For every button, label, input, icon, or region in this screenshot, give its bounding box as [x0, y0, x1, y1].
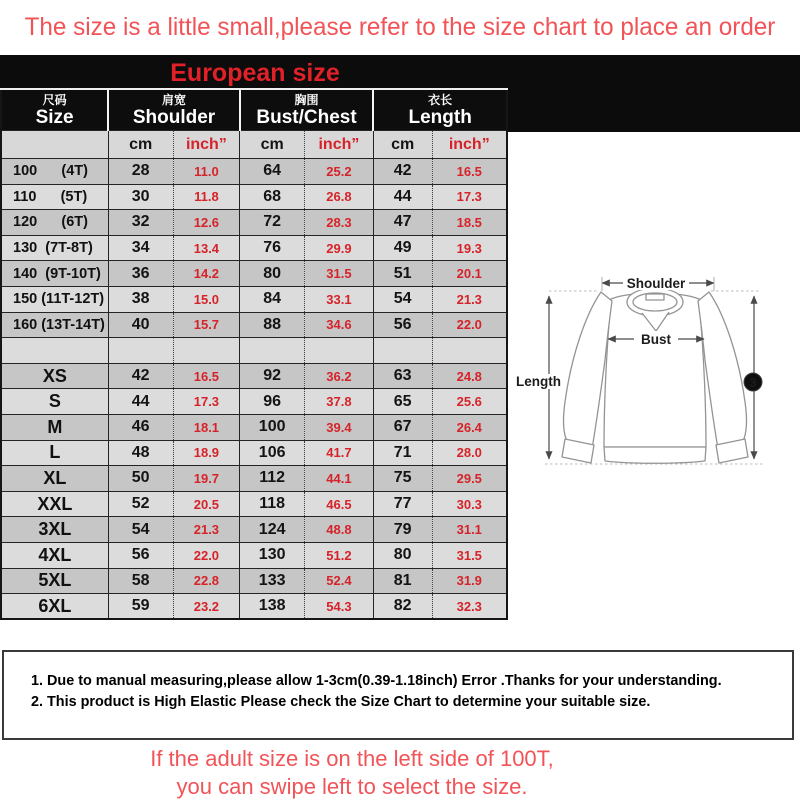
page-number-badge-label: 3 [749, 376, 757, 390]
cm-value: 80 [240, 261, 305, 287]
size-label: L [49, 442, 61, 463]
european-size-label: European size [170, 59, 340, 87]
inch-value: 17.3 [173, 389, 240, 415]
size-table-body [1, 159, 507, 620]
inch-value: 13.4 [173, 235, 240, 261]
inch-value: 34.6 [305, 312, 374, 338]
size-label: 4XL [38, 544, 72, 565]
inch-value: 15.7 [173, 312, 240, 338]
note-line-2: 2. This product is High Elastic Please check the Size Chart to determine your suitable size. [31, 693, 651, 710]
cm-value: 44 [373, 184, 432, 210]
size-row [1, 568, 507, 594]
inch-value: 41.7 [305, 440, 374, 466]
inch-value: 17.3 [432, 184, 507, 210]
inch-value [305, 338, 374, 364]
header-shoulder-en: Shoulder [132, 106, 216, 128]
size-row [1, 594, 507, 620]
inch-value: 31.1 [432, 517, 507, 543]
size-row [1, 261, 507, 287]
unit-header-row [1, 131, 507, 159]
diagram-length-label: Length [516, 374, 561, 389]
cm-value: 47 [373, 210, 432, 236]
inch-value: 21.3 [432, 286, 507, 312]
inch-value: 31.9 [432, 568, 507, 594]
inch-value: 20.1 [432, 261, 507, 287]
cm-value: 42 [108, 363, 173, 389]
cm-value: 52 [108, 491, 173, 517]
size-label [1, 338, 108, 364]
unit-inch-label: inch” [305, 131, 374, 159]
size-label: XXL [37, 493, 73, 514]
cm-value: 40 [108, 312, 173, 338]
inch-value [432, 338, 507, 364]
inch-value: 24.8 [432, 363, 507, 389]
cm-value: 36 [108, 261, 173, 287]
inch-value: 52.4 [305, 568, 374, 594]
cm-value: 72 [240, 210, 305, 236]
size-label: XL [43, 467, 67, 488]
footer-line-2: you can swipe left to select the size. [176, 774, 528, 799]
header-length [373, 90, 507, 131]
size-row-empty [1, 338, 507, 364]
sweatshirt-diagram [515, 250, 800, 485]
inch-value: 11.8 [173, 184, 240, 210]
header-bust-zh: 胸围 [294, 92, 319, 107]
unit-cm-label: cm [240, 131, 305, 159]
size-row [1, 363, 507, 389]
cm-value [240, 338, 305, 364]
cm-value: 80 [373, 542, 432, 568]
header-size-en: Size [35, 106, 74, 128]
cm-value: 71 [373, 440, 432, 466]
unit-inch-label: inch” [432, 131, 507, 159]
cm-value: 44 [108, 389, 173, 415]
size-row [1, 235, 507, 261]
size-label: 110 (5T) [13, 188, 88, 205]
inch-value: 29.9 [305, 235, 374, 261]
cm-value: 51 [373, 261, 432, 287]
cm-value: 118 [240, 491, 305, 517]
size-row [1, 184, 507, 210]
cm-value: 138 [240, 594, 305, 620]
inch-value: 39.4 [305, 414, 374, 440]
size-label: 100 (4T) [13, 163, 88, 180]
cm-value: 68 [240, 184, 305, 210]
inch-value: 11.0 [173, 159, 240, 185]
table-header-row [1, 90, 507, 131]
size-table [0, 90, 508, 620]
size-row [1, 491, 507, 517]
size-row [1, 286, 507, 312]
inch-value: 44.1 [305, 466, 374, 492]
cm-value: 79 [373, 517, 432, 543]
size-row [1, 440, 507, 466]
inch-value: 32.3 [432, 594, 507, 620]
header-bust [240, 90, 374, 131]
cm-value: 100 [240, 414, 305, 440]
unit-inch-label: inch” [173, 131, 240, 159]
header-size [1, 90, 108, 131]
size-row [1, 542, 507, 568]
inch-value: 31.5 [432, 542, 507, 568]
inch-value: 22.8 [173, 568, 240, 594]
header-shoulder-zh: 肩宽 [162, 92, 187, 107]
inch-value: 36.2 [305, 363, 374, 389]
inch-value: 25.2 [305, 159, 374, 185]
size-label: 160 (13T-14T) [13, 316, 105, 333]
inch-value: 12.6 [173, 210, 240, 236]
cm-value: 48 [108, 440, 173, 466]
inch-value: 29.5 [432, 466, 507, 492]
cm-value: 64 [240, 159, 305, 185]
cm-value: 96 [240, 389, 305, 415]
inch-value: 54.3 [305, 594, 374, 620]
inch-value: 28.0 [432, 440, 507, 466]
cm-value: 38 [108, 286, 173, 312]
cm-value: 82 [373, 594, 432, 620]
size-row [1, 210, 507, 236]
cm-value: 65 [373, 389, 432, 415]
cm-value: 28 [108, 159, 173, 185]
size-label: 130 (7T-8T) [13, 240, 93, 257]
header-length-zh: 衣长 [428, 92, 453, 107]
cm-value: 124 [240, 517, 305, 543]
cm-value [373, 338, 432, 364]
cm-value: 30 [108, 184, 173, 210]
inch-value [173, 338, 240, 364]
size-label: 140 (9T-10T) [13, 265, 101, 282]
inch-value: 28.3 [305, 210, 374, 236]
diagram-shoulder-label: Shoulder [626, 276, 686, 291]
unit-blank-cell [1, 131, 108, 159]
inch-value: 16.5 [432, 159, 507, 185]
header-shoulder [108, 90, 240, 131]
size-label: XS [42, 365, 67, 386]
cm-value: 63 [373, 363, 432, 389]
inch-value: 19.3 [432, 235, 507, 261]
size-label: 5XL [38, 570, 72, 591]
cm-value: 34 [108, 235, 173, 261]
footer-note [0, 745, 704, 800]
size-label: 3XL [38, 519, 72, 540]
size-row [1, 159, 507, 185]
cm-value: 133 [240, 568, 305, 594]
size-label: S [48, 391, 61, 412]
cm-value: 76 [240, 235, 305, 261]
cm-value: 84 [240, 286, 305, 312]
cm-value: 81 [373, 568, 432, 594]
size-row [1, 466, 507, 492]
cm-value: 67 [373, 414, 432, 440]
cm-value: 92 [240, 363, 305, 389]
cm-value: 46 [108, 414, 173, 440]
inch-value: 30.3 [432, 491, 507, 517]
cm-value: 32 [108, 210, 173, 236]
inch-value: 46.5 [305, 491, 374, 517]
cm-value: 77 [373, 491, 432, 517]
size-label: M [47, 416, 63, 437]
cm-value: 56 [108, 542, 173, 568]
cm-value: 75 [373, 466, 432, 492]
inch-value: 51.2 [305, 542, 374, 568]
inch-value: 22.0 [173, 542, 240, 568]
size-row [1, 389, 507, 415]
cm-value: 58 [108, 568, 173, 594]
notes-box [2, 650, 794, 740]
inch-value: 15.0 [173, 286, 240, 312]
inch-value: 22.0 [432, 312, 507, 338]
unit-cm-label: cm [108, 131, 173, 159]
cm-value: 50 [108, 466, 173, 492]
size-row [1, 414, 507, 440]
note-line-1: 1. Due to manual measuring,please allow 1-3cm(0.39-1.18inch) Error .Thanks for your understanding. [31, 672, 722, 689]
cm-value: 49 [373, 235, 432, 261]
page-title: The size is a little small,please refer to the size chart to place an order [24, 13, 776, 41]
inch-value: 20.5 [173, 491, 240, 517]
cm-value: 112 [240, 466, 305, 492]
header-bust-en: Bust/Chest [256, 106, 357, 128]
inch-value: 31.5 [305, 261, 374, 287]
inch-value: 48.8 [305, 517, 374, 543]
inch-value: 37.8 [305, 389, 374, 415]
cm-value: 56 [373, 312, 432, 338]
collar-tag [646, 294, 664, 300]
inch-value: 33.1 [305, 286, 374, 312]
inch-value: 18.1 [173, 414, 240, 440]
cm-value: 130 [240, 542, 305, 568]
unit-cm-label: cm [373, 131, 432, 159]
cm-value [108, 338, 173, 364]
size-label: 6XL [38, 595, 72, 616]
cm-value: 59 [108, 594, 173, 620]
cm-value: 88 [240, 312, 305, 338]
footer-line-1: If the adult size is on the left side of 100T, [150, 746, 554, 771]
size-row [1, 517, 507, 543]
inch-value: 21.3 [173, 517, 240, 543]
inch-value: 25.6 [432, 389, 507, 415]
size-row [1, 312, 507, 338]
size-label: 150 (11T-12T) [13, 291, 105, 308]
header-separator [0, 88, 508, 90]
sweatshirt-outline [562, 288, 748, 463]
diagram-bust-label: Bust [641, 332, 671, 347]
cm-value: 54 [108, 517, 173, 543]
inch-value: 18.5 [432, 210, 507, 236]
cm-value: 42 [373, 159, 432, 185]
inch-value: 26.8 [305, 184, 374, 210]
inch-value: 23.2 [173, 594, 240, 620]
inch-value: 19.7 [173, 466, 240, 492]
cm-value: 106 [240, 440, 305, 466]
inch-value: 14.2 [173, 261, 240, 287]
header-size-zh: 尺码 [42, 92, 67, 107]
inch-value: 26.4 [432, 414, 507, 440]
header-length-en: Length [408, 106, 472, 128]
inch-value: 18.9 [173, 440, 240, 466]
cm-value: 54 [373, 286, 432, 312]
size-label: 120 (6T) [13, 214, 88, 231]
inch-value: 16.5 [173, 363, 240, 389]
